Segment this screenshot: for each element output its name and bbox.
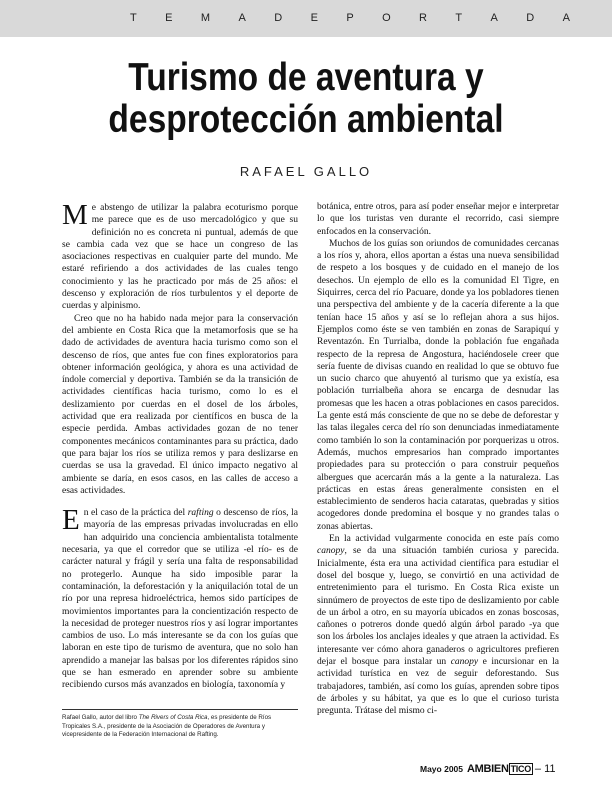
section-letter: A xyxy=(238,12,246,24)
paragraph-text: e abstengo de utilizar la palabra ecoturismo porque me parece que es de uso mercadológico y que su definición no es concreta ni puntual, además de que se cambia cada vez que se hace un congreso de las asociaciones respectivas en cualquier parte del mundo. Me estaré refiriendo a dos actividades de las cuales tengo conocimiento y las he practicado por más de 25 años: el descenso y exploración de ríos turbulentos y el deporte de cuerdas y alpinismo. xyxy=(62,203,298,312)
section-header-letters xyxy=(130,12,570,24)
issue-date: Mayo 2005 xyxy=(420,764,463,774)
paragraph-text: , se da una situación también curiosa y parecida. Inicialmente, ésta era una actividad científica para estudiar el dosel del bosque y, luego, se convirtió en una actividad de entretenimiento para el turismo. En Costa Rica existe un sinnúmero de proyectos de este tipo de deslizamiento por cable de un árbol a otro, en su mayoría ubicados en zonas boscosas, cañones o potreros donde quedó algún árbol parado -ya que son los árboles los anclajes ideales y que atraen la actividad. Es interesante ver cómo ahora ganaderos o agricultores prefieren dejar el bosque para instalar un xyxy=(317,546,559,667)
paragraph: Creo que no ha habido nada mejor para la conservación del ambiente en Costa Rica que la metamorfosis que se ha dado de actividades de aventura hacia turismo como son el descenso de ríos, que antes fue con fines exploratorios para obtener información geológica, y ahora es una actividad de índole comercial y deportiva. También se da la transición de actividades científicas hacia turismo, como lo es el deslizamiento por cuerdas en el dosel de los árboles, actividad que era realizada por científicos en busca de la especie perdida. Ambas actividades gozan de no tener componentes mecánicos contaminantes para su práctica, dado que para bajar los ríos se utiliza remos y para deslizarse en cuerdas se usa la gravedad. El único impacto negativo al ambiente se daría, en esos casos, en las calles de acceso a esas actividades. xyxy=(62,313,298,496)
section-letter: D xyxy=(526,12,535,24)
section-letter: R xyxy=(419,12,427,24)
drop-cap: E xyxy=(62,504,80,537)
section-letter: T xyxy=(130,12,137,24)
section-letter: E xyxy=(165,12,173,24)
magazine-logo xyxy=(467,763,533,775)
page-number: – 11 xyxy=(534,763,556,775)
italic-term: rafting xyxy=(187,508,214,519)
section-letter: T xyxy=(455,12,463,24)
section-letter: E xyxy=(310,12,318,24)
paragraph xyxy=(317,533,559,717)
author-footnote xyxy=(62,714,298,740)
book-title: The Rivers of Costa Rica xyxy=(138,714,208,721)
section-letter: D xyxy=(274,12,283,24)
left-column xyxy=(62,199,298,692)
italic-term: canopy xyxy=(317,546,345,557)
paragraph: Muchos de los guías son oriundos de comunidades cercanas a los ríos y, ahora, ellos aportan a éstas una nueva sensibilidad de respeto a los bosques y de cuidado en el manejo de los desechos. Un ejemplo de ello es la comunidad El Tigre, en Siquirres, cerca del río Pacuare, donde ya los pobladores tienen una perspectiva del ambiente y de la cacería diferente a la que tenían hace 15 años y así se lo reflejan ahora a sus hijos. Ejemplos como éste se ven también en zonas de Sarapiquí y Reventazón. En Turrialba, donde la población fue engañada respecto de la represa de Angostura, haciéndosele creer que sería fuente de divisas cuando en realidad lo que se obtuvo fue un sucio charco que ahuyentó al turismo que ya existía, esa población turrialbeña ahora se encarga de desnudar las promesas que les hacen a otras poblaciones en casos parecidos. La gente está más consciente de que no se debe de deforestar y las talas ilegales cerca del río son denunciadas inmediatamente como también lo son la contaminación por porquerizas u otros. Además, muchos empresarios han comprado importantes propiedades para su protección o para construir pequeños albergues que acercarán más a la gente a la naturaleza. Las prácticas en estas áreas generalmente consisten en el establecimiento de senderos hacia cataratas, quebradas y sitios acogedores donde predomina el bosque y no grandes talas o zonas abiertas. xyxy=(317,238,559,532)
section-letter: O xyxy=(382,12,391,24)
article-title-line-1: Turismo de aventura y xyxy=(128,56,484,99)
footnote-text: , es presidente de Ríos Tropicales S.A., presidente de la Asociación de Operadores de Aventura y vicepresidente de la Federación Internacional de Rafting. xyxy=(62,714,272,739)
right-column xyxy=(317,201,559,717)
paragraph xyxy=(62,504,298,691)
paragraph-text: o descenso de ríos, la mayoría de las empresas privadas involucradas en ello han adquirido una conciencia ambientalista totalmente necesaria, ya que el corredor que se utiliza -el río- es de carácter natural y frágil y sería una falta de responsabilidad no protegerlo. Aunque ha sido imposible parar la contaminación, la deforestación y la aniquilación total de un río por una represa hidroeléctrica, hemos sido partícipes de movimientos importantes para la concientización respecto de la necesidad de proteger nuestros ríos y así lograr importantes cambios de uso. Lo más interesante se da con los guías que laboran en este tipo de turismo de aventura, que no solo han aprendido a manejar las balsas por los diferentes rápidos sino que se han esmerado en aprender sobre su ambiente recibiendo cursos más avanzados en biología, taxonomía y xyxy=(62,508,298,691)
article-title-line-2: desprotección ambiental xyxy=(108,98,504,141)
section-header-band xyxy=(0,0,612,37)
paragraph: botánica, entre otros, para así poder enseñar mejor e interpretar lo que los turistas ven durante el recorrido, casi siempre enfocados en la conservación. xyxy=(317,202,559,237)
article-author: RAFAEL GALLO xyxy=(239,164,373,179)
section-letter: A xyxy=(562,12,570,24)
section-letter: P xyxy=(346,12,354,24)
magazine-logo-text: AMBIEN xyxy=(467,763,509,775)
paragraph xyxy=(62,199,298,313)
paragraph-text: En la actividad vulgarmente conocida en este país como xyxy=(329,534,559,545)
paragraph-text: e incursionar en la actividad turística en vez de seguir deforestando. Sus trabajadores, también, así como los guías, aprenden sobre tipos de árboles y su hábitat, ya que es lo que el curioso turista pregunta. Trátase del mismo ci- xyxy=(317,656,559,717)
footnote-text: Rafael Gallo, autor del libro xyxy=(62,714,139,721)
paragraph-text: n el caso de la práctica del xyxy=(83,508,188,519)
page-footer xyxy=(420,763,556,775)
footnote-divider xyxy=(62,709,298,710)
drop-cap: M xyxy=(62,199,88,231)
section-letter: A xyxy=(490,12,498,24)
italic-term: canopy xyxy=(450,656,479,667)
magazine-logo-box: TICO xyxy=(510,764,531,774)
section-letter: M xyxy=(200,12,211,24)
